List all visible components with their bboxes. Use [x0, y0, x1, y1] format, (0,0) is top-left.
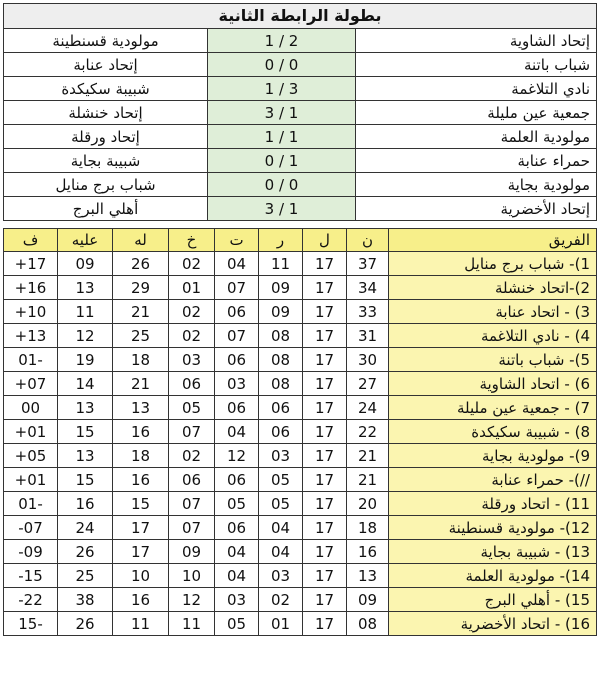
results-table [3, 3, 597, 221]
points: 13 [347, 564, 389, 588]
standings-row [4, 372, 597, 396]
standings-row [4, 516, 597, 540]
won: 08 [259, 372, 303, 396]
standings-header-row [4, 229, 597, 252]
played: 17 [303, 276, 347, 300]
home-team: نادي التلاغمة [356, 77, 597, 101]
match-score: 1 / 2 [208, 29, 356, 53]
played: 17 [303, 372, 347, 396]
away-team: إتحاد ورقلة [4, 125, 208, 149]
won: 04 [259, 540, 303, 564]
header-points: ن [347, 229, 389, 252]
points: 08 [347, 612, 389, 636]
drawn: 05 [215, 492, 259, 516]
won: 02 [259, 588, 303, 612]
played: 17 [303, 444, 347, 468]
header-played: ل [303, 229, 347, 252]
drawn: 06 [215, 468, 259, 492]
match-score: 1 / 1 [208, 125, 356, 149]
match-score: 3 / 1 [208, 101, 356, 125]
played: 17 [303, 516, 347, 540]
standings-row [4, 564, 597, 588]
header-goal-diff: ف [4, 229, 58, 252]
drawn: 04 [215, 564, 259, 588]
standings-row [4, 492, 597, 516]
won: 03 [259, 444, 303, 468]
played: 17 [303, 252, 347, 276]
team-name: 9)- مولودية بجاية [389, 444, 597, 468]
drawn: 06 [215, 300, 259, 324]
goals-for: 11 [113, 612, 169, 636]
standings-row [4, 396, 597, 420]
lost: 02 [169, 300, 215, 324]
played: 17 [303, 300, 347, 324]
goals-for: 18 [113, 348, 169, 372]
goals-against: 13 [58, 276, 113, 300]
lost: 01 [169, 276, 215, 300]
won: 06 [259, 396, 303, 420]
standings-table [3, 228, 597, 636]
won: 05 [259, 492, 303, 516]
header-goals-against: عليه [58, 229, 113, 252]
standings-row [4, 468, 597, 492]
goals-against: 13 [58, 396, 113, 420]
goals-against: 11 [58, 300, 113, 324]
away-team: إتحاد عنابة [4, 53, 208, 77]
drawn: 05 [215, 612, 259, 636]
points: 34 [347, 276, 389, 300]
match-row [4, 53, 597, 77]
won: 09 [259, 300, 303, 324]
results-title: بطولة الرابطة الثانية [4, 4, 597, 29]
goals-for: 17 [113, 516, 169, 540]
won: 06 [259, 420, 303, 444]
match-score: 0 / 1 [208, 149, 356, 173]
header-goals-for: له [113, 229, 169, 252]
drawn: 06 [215, 396, 259, 420]
team-name: 3) - اتحاد عنابة [389, 300, 597, 324]
standings-row [4, 420, 597, 444]
goals-against: 38 [58, 588, 113, 612]
away-team: شبيبة بجاية [4, 149, 208, 173]
points: 18 [347, 516, 389, 540]
drawn: 06 [215, 516, 259, 540]
standings-row [4, 348, 597, 372]
goal-diff: +13 [4, 324, 58, 348]
played: 17 [303, 492, 347, 516]
drawn: 03 [215, 372, 259, 396]
standings-row [4, 252, 597, 276]
header-drawn: ت [215, 229, 259, 252]
away-team: مولودية قسنطينة [4, 29, 208, 53]
match-row [4, 125, 597, 149]
match-row [4, 197, 597, 221]
away-team: أهلي البرج [4, 197, 208, 221]
drawn: 04 [215, 420, 259, 444]
match-score: 0 / 0 [208, 53, 356, 77]
goal-diff: +05 [4, 444, 58, 468]
goals-for: 18 [113, 444, 169, 468]
points: 20 [347, 492, 389, 516]
points: 21 [347, 468, 389, 492]
played: 17 [303, 348, 347, 372]
points: 21 [347, 444, 389, 468]
team-name: 1)- شباب برج منايل [389, 252, 597, 276]
drawn: 04 [215, 540, 259, 564]
goal-diff: 01- [4, 492, 58, 516]
lost: 07 [169, 492, 215, 516]
team-name: 6) - اتحاد الشاوية [389, 372, 597, 396]
points: 24 [347, 396, 389, 420]
goals-for: 26 [113, 252, 169, 276]
goals-for: 16 [113, 420, 169, 444]
goals-against: 14 [58, 372, 113, 396]
team-name: 2)-اتحاد خنشلة [389, 276, 597, 300]
goals-against: 15 [58, 468, 113, 492]
lost: 12 [169, 588, 215, 612]
goals-against: 25 [58, 564, 113, 588]
played: 17 [303, 540, 347, 564]
team-name: 12)- مولودية قسنطينة [389, 516, 597, 540]
home-team: إتحاد الأخضرية [356, 197, 597, 221]
goals-for: 15 [113, 492, 169, 516]
points: 27 [347, 372, 389, 396]
lost: 10 [169, 564, 215, 588]
team-name: //)- حمراء عنابة [389, 468, 597, 492]
won: 05 [259, 468, 303, 492]
team-name: 5)- شباب باتنة [389, 348, 597, 372]
drawn: 04 [215, 252, 259, 276]
lost: 09 [169, 540, 215, 564]
points: 22 [347, 420, 389, 444]
match-row [4, 77, 597, 101]
won: 01 [259, 612, 303, 636]
won: 08 [259, 348, 303, 372]
standings-row [4, 324, 597, 348]
goal-diff: -07 [4, 516, 58, 540]
header-lost: خ [169, 229, 215, 252]
played: 17 [303, 396, 347, 420]
lost: 05 [169, 396, 215, 420]
lost: 07 [169, 420, 215, 444]
results-title-row [4, 4, 597, 29]
goals-against: 15 [58, 420, 113, 444]
goals-for: 17 [113, 540, 169, 564]
drawn: 06 [215, 348, 259, 372]
header-won: ر [259, 229, 303, 252]
team-name: 7) - جمعية عين مليلة [389, 396, 597, 420]
goal-diff: +17 [4, 252, 58, 276]
goals-against: 24 [58, 516, 113, 540]
team-name: 4) - نادي التلاغمة [389, 324, 597, 348]
goal-diff: 00 [4, 396, 58, 420]
lost: 06 [169, 372, 215, 396]
goals-against: 26 [58, 612, 113, 636]
lost: 02 [169, 444, 215, 468]
away-team: إتحاد خنشلة [4, 101, 208, 125]
goal-diff: 01- [4, 348, 58, 372]
lost: 03 [169, 348, 215, 372]
team-name: 14)- مولودية العلمة [389, 564, 597, 588]
away-team: شباب برج منايل [4, 173, 208, 197]
drawn: 03 [215, 588, 259, 612]
lost: 06 [169, 468, 215, 492]
lost: 11 [169, 612, 215, 636]
standings-row [4, 612, 597, 636]
team-name: 13) - شبيبة بجاية [389, 540, 597, 564]
drawn: 07 [215, 276, 259, 300]
goals-against: 12 [58, 324, 113, 348]
goal-diff: -15 [4, 564, 58, 588]
goals-for: 21 [113, 300, 169, 324]
team-name: 16) - اتحاد الأخضرية [389, 612, 597, 636]
goals-for: 21 [113, 372, 169, 396]
points: 31 [347, 324, 389, 348]
played: 17 [303, 612, 347, 636]
standings-row [4, 444, 597, 468]
standings-row [4, 588, 597, 612]
match-row [4, 101, 597, 125]
home-team: إتحاد الشاوية [356, 29, 597, 53]
drawn: 12 [215, 444, 259, 468]
lost: 07 [169, 516, 215, 540]
goal-diff: +01 [4, 420, 58, 444]
standings-row [4, 540, 597, 564]
goals-against: 16 [58, 492, 113, 516]
home-team: شباب باتنة [356, 53, 597, 77]
won: 03 [259, 564, 303, 588]
points: 37 [347, 252, 389, 276]
page [3, 3, 596, 636]
played: 17 [303, 588, 347, 612]
points: 30 [347, 348, 389, 372]
goals-for: 25 [113, 324, 169, 348]
goals-for: 13 [113, 396, 169, 420]
match-score: 0 / 0 [208, 173, 356, 197]
goal-diff: +10 [4, 300, 58, 324]
points: 09 [347, 588, 389, 612]
goal-diff: -22 [4, 588, 58, 612]
standings-row [4, 276, 597, 300]
match-row [4, 173, 597, 197]
match-row [4, 29, 597, 53]
goal-diff: +07 [4, 372, 58, 396]
goal-diff: -09 [4, 540, 58, 564]
away-team: شبيبة سكيكدة [4, 77, 208, 101]
played: 17 [303, 468, 347, 492]
team-name: 15) - أهلي البرج [389, 588, 597, 612]
played: 17 [303, 324, 347, 348]
home-team: مولودية بجاية [356, 173, 597, 197]
points: 16 [347, 540, 389, 564]
won: 04 [259, 516, 303, 540]
goals-against: 19 [58, 348, 113, 372]
played: 17 [303, 564, 347, 588]
goals-against: 26 [58, 540, 113, 564]
won: 09 [259, 276, 303, 300]
home-team: جمعية عين مليلة [356, 101, 597, 125]
won: 08 [259, 324, 303, 348]
home-team: حمراء عنابة [356, 149, 597, 173]
goal-diff: +01 [4, 468, 58, 492]
lost: 02 [169, 252, 215, 276]
lost: 02 [169, 324, 215, 348]
match-row [4, 149, 597, 173]
goal-diff: +16 [4, 276, 58, 300]
home-team: مولودية العلمة [356, 125, 597, 149]
goals-for: 10 [113, 564, 169, 588]
goals-for: 29 [113, 276, 169, 300]
match-score: 1 / 3 [208, 77, 356, 101]
header-team: الفريق [389, 229, 597, 252]
drawn: 07 [215, 324, 259, 348]
played: 17 [303, 420, 347, 444]
team-name: 8) - شبيبة سكيكدة [389, 420, 597, 444]
match-score: 3 / 1 [208, 197, 356, 221]
won: 11 [259, 252, 303, 276]
points: 33 [347, 300, 389, 324]
team-name: 11) - اتحاد ورقلة [389, 492, 597, 516]
goals-for: 16 [113, 468, 169, 492]
standings-row [4, 300, 597, 324]
goal-diff: 15- [4, 612, 58, 636]
goals-against: 13 [58, 444, 113, 468]
goals-for: 16 [113, 588, 169, 612]
goals-against: 09 [58, 252, 113, 276]
